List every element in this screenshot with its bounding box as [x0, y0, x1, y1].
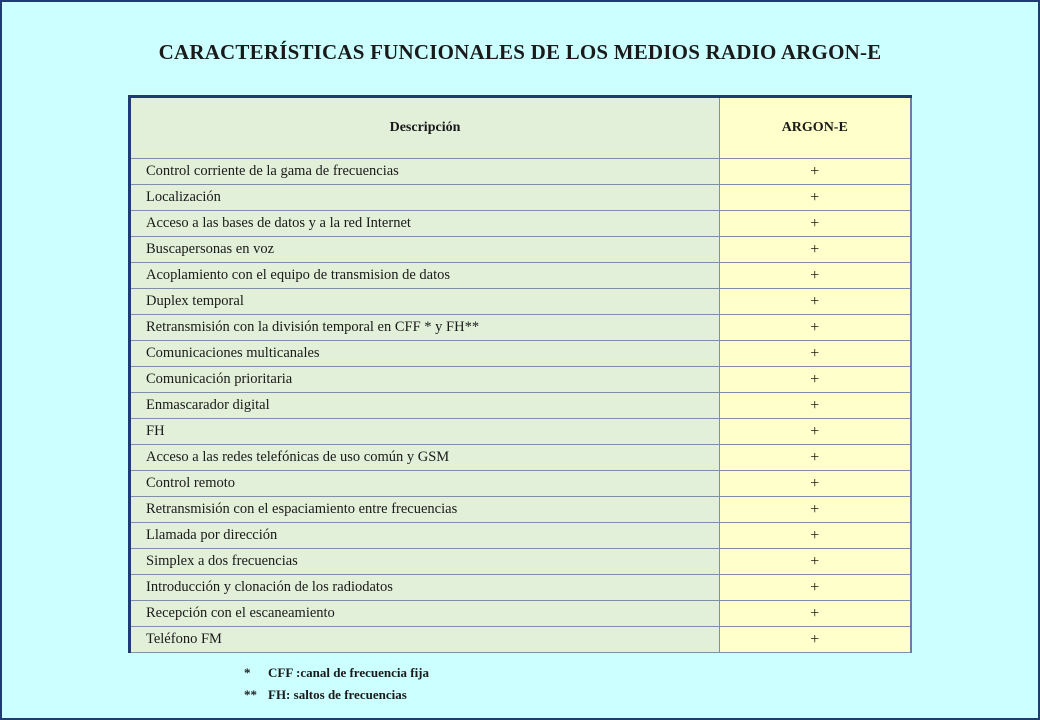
feature-description: Duplex temporal: [130, 289, 720, 315]
feature-description: FH: [130, 419, 720, 445]
table-row: [130, 289, 911, 315]
feature-support-value: +: [720, 601, 911, 627]
feature-description: Comunicaciones multicanales: [130, 341, 720, 367]
feature-support-value: +: [720, 497, 911, 523]
page-title: CARACTERÍSTICAS FUNCIONALES DE LOS MEDIOS RADIO ARGON-E: [158, 40, 882, 64]
footnote: [244, 662, 429, 684]
feature-description: Recepción con el escaneamiento: [130, 601, 720, 627]
feature-description: Acceso a las bases de datos y a la red Internet: [130, 211, 720, 237]
table-row: [130, 445, 911, 471]
feature-support-value: +: [720, 263, 911, 289]
footnote-text: FH: saltos de frecuencias: [268, 687, 407, 702]
feature-support-value: +: [720, 575, 911, 601]
footnotes: [244, 662, 429, 706]
table-row: [130, 315, 911, 341]
table-header-row: [130, 97, 911, 159]
table-row: [130, 211, 911, 237]
feature-description: Buscapersonas en voz: [130, 237, 720, 263]
feature-description: Enmascarador digital: [130, 393, 720, 419]
column-header-argon-e: ARGON-E: [720, 97, 911, 159]
table-row: [130, 419, 911, 445]
feature-description: Llamada por dirección: [130, 523, 720, 549]
feature-description: Acceso a las redes telefónicas de uso común y GSM: [130, 445, 720, 471]
feature-support-value: +: [720, 523, 911, 549]
feature-description: Introducción y clonación de los radiodatos: [130, 575, 720, 601]
feature-description: Retransmisión con la división temporal en CFF * y FH**: [130, 315, 720, 341]
feature-support-value: +: [720, 627, 911, 653]
table-row: [130, 263, 911, 289]
table-row: [130, 471, 911, 497]
feature-description: Acoplamiento con el equipo de transmision de datos: [130, 263, 720, 289]
table-row: [130, 523, 911, 549]
feature-support-value: +: [720, 471, 911, 497]
features-table: [128, 95, 912, 653]
table-row: [130, 341, 911, 367]
table-row: [130, 549, 911, 575]
table-row: [130, 367, 911, 393]
feature-support-value: +: [720, 367, 911, 393]
table-row: [130, 237, 911, 263]
column-header-description: Descripción: [130, 97, 720, 159]
feature-description: Localización: [130, 185, 720, 211]
feature-description: Teléfono FM: [130, 627, 720, 653]
feature-description: Comunicación prioritaria: [130, 367, 720, 393]
feature-description: Simplex a dos frecuencias: [130, 549, 720, 575]
footnote-marker: **: [244, 687, 257, 702]
footnote-marker: *: [244, 665, 251, 680]
feature-support-value: +: [720, 445, 911, 471]
table-body: [130, 159, 911, 653]
footnote: [244, 684, 429, 706]
feature-description: Control remoto: [130, 471, 720, 497]
feature-description: Control corriente de la gama de frecuencias: [130, 159, 720, 185]
feature-support-value: +: [720, 159, 911, 185]
feature-support-value: +: [720, 237, 911, 263]
feature-support-value: +: [720, 549, 911, 575]
table-row: [130, 575, 911, 601]
footnote-text: CFF :canal de frecuencia fija: [268, 665, 430, 680]
feature-support-value: +: [720, 289, 911, 315]
table-row: [130, 159, 911, 185]
feature-support-value: +: [720, 341, 911, 367]
feature-support-value: +: [720, 393, 911, 419]
table-row: [130, 185, 911, 211]
feature-support-value: +: [720, 315, 911, 341]
feature-support-value: +: [720, 211, 911, 237]
table-row: [130, 497, 911, 523]
table-row: [130, 601, 911, 627]
table-row: [130, 627, 911, 653]
feature-support-value: +: [720, 419, 911, 445]
table-row: [130, 393, 911, 419]
feature-support-value: +: [720, 185, 911, 211]
feature-description: Retransmisión con el espaciamiento entre frecuencias: [130, 497, 720, 523]
